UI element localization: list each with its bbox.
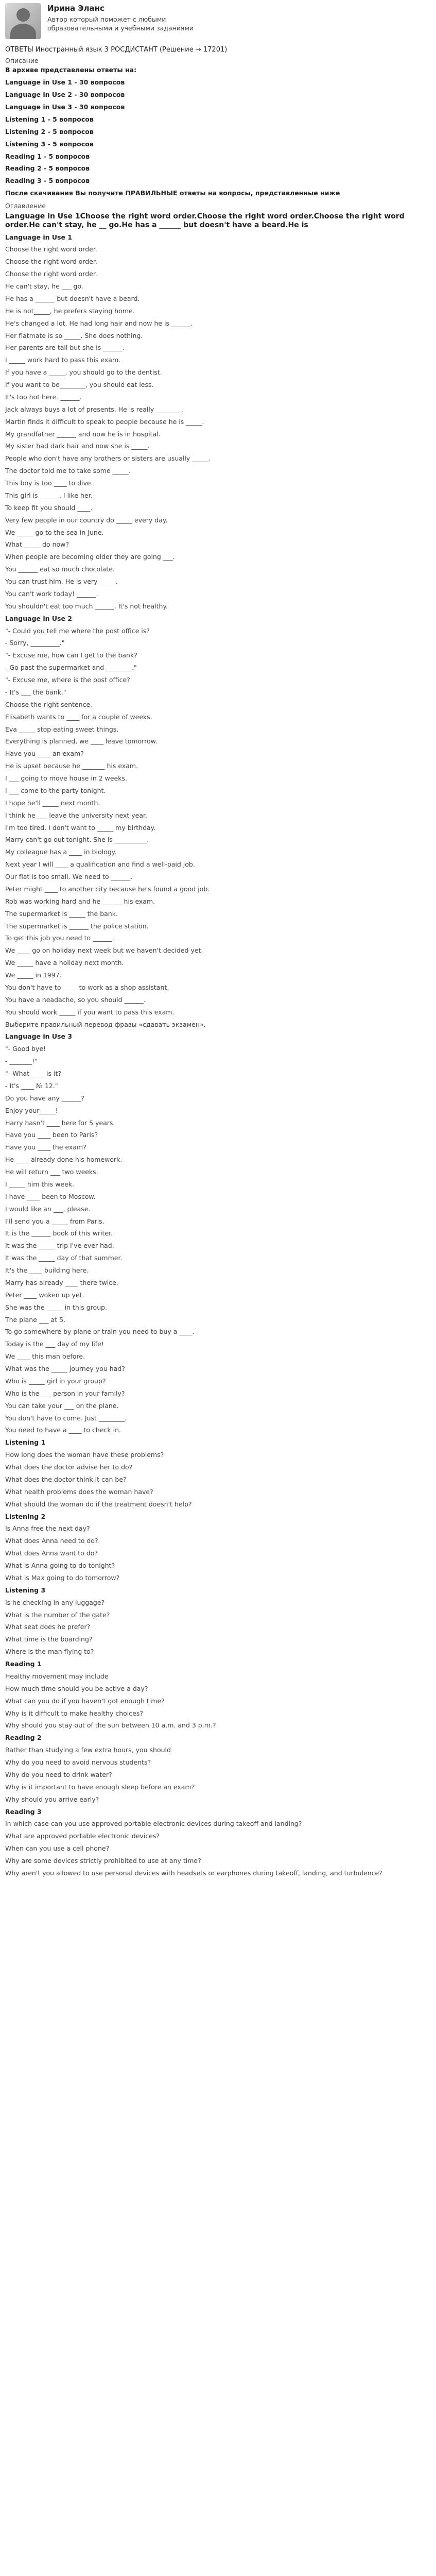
question-line: Who is the ___ person in your family? — [5, 1389, 125, 1397]
question-line: We _____ go to the sea in June. — [5, 528, 104, 536]
question-line: He is upset because he _______ his exam. — [5, 762, 138, 770]
question-line: What health problems does the woman have? — [5, 1487, 153, 1496]
question-line: Jack always buys a lot of presents. He is really ________. — [5, 405, 184, 413]
description-item: Language in Use 1 - 30 вопросов — [5, 78, 125, 87]
question-line: In which case can you use approved portable electronic devices during takeoff and landing? — [5, 1820, 302, 1828]
question-line: Our flat is too small. We need to ______. — [5, 873, 133, 881]
question-line: Why do you need to drink water? — [5, 1770, 112, 1778]
question-line: I ___ going to move house in 2 weeks. — [5, 774, 127, 783]
question-line: Выберите правильный перевод фразы «сдавать экзамен». — [5, 1020, 206, 1028]
question-line: Is he checking in any luggage? — [5, 1598, 105, 1606]
question-line: "- What ____ is it? — [5, 1070, 61, 1078]
question-line: To get this job you need to ______. — [5, 934, 114, 942]
question-line: He has a ______ but doesn't have a beard. — [5, 294, 140, 302]
description-item: Language in Use 2 - 30 вопросов — [5, 91, 125, 99]
question-line: You can take your ___ on the plane. — [5, 1401, 119, 1410]
author-info — [47, 3, 217, 32]
question-line: I _____ him this week. — [5, 1180, 75, 1188]
question-line: Why is it important to have enough sleep before an exam? — [5, 1783, 195, 1791]
question-line: What _____ do now? — [5, 540, 69, 549]
question-line: What are approved portable electronic devices? — [5, 1832, 160, 1840]
question-line: Today is the ___ day of my life! — [5, 1340, 104, 1348]
question-line: What is Max going to do tomorrow? — [5, 1573, 120, 1582]
question-line: We _____ in 1997. — [5, 971, 62, 979]
section-heading: Language in Use 1 — [5, 233, 73, 241]
question-line: To go somewhere by plane or train you need to buy a ____. — [5, 1328, 195, 1336]
question-line: Rob was working hard and he ______ his exam. — [5, 897, 155, 905]
question-line: You can't work today! ______. — [5, 589, 98, 598]
question-line: Why is it difficult to make healthy choices? — [5, 1709, 143, 1717]
question-line: I would like an ___, please. — [5, 1205, 91, 1213]
description-item: Listening 2 - 5 вопросов — [5, 127, 94, 135]
question-line: Next year I will ____ a qualification and find a well-paid job. — [5, 860, 195, 869]
question-line: Choose the right word order. — [5, 258, 97, 266]
section-heading: Reading 3 — [5, 1807, 42, 1816]
question-line: Marry can't go out tonight. She is __________. — [5, 836, 149, 844]
description-list — [5, 66, 431, 185]
question-line: Rather than studying a few extra hours, you should — [5, 1746, 171, 1754]
question-line: When can you use a cell phone? — [5, 1844, 110, 1853]
description-item: Reading 2 - 5 вопросов — [5, 164, 90, 173]
question-line: Marry has already ____ there twice. — [5, 1278, 118, 1286]
author-card — [5, 3, 431, 39]
question-line: We _____ have a holiday next month. — [5, 959, 124, 967]
section-heading: Listening 3 — [5, 1586, 46, 1594]
question-line: You have a headache, so you should ______. — [5, 995, 146, 1004]
question-line: You don't have to_____ to work as a shop assistant. — [5, 983, 169, 991]
download-note: После скачивания Вы получите ПРАВИЛЬНЫЕ ответы на вопросы, представленные ниже — [5, 189, 340, 197]
question-line: The supermarket is ______ the police station. — [5, 922, 149, 930]
question-line: I have ____ been to Moscow. — [5, 1192, 96, 1200]
question-line: What does the doctor think it can be? — [5, 1475, 127, 1483]
question-line: "- Excuse me, how can I get to the bank? — [5, 651, 137, 659]
question-line: He ____ already done his homework. — [5, 1156, 123, 1164]
question-line: Where is the man flying to? — [5, 1648, 94, 1656]
question-line: It's the ____ building here. — [5, 1266, 89, 1275]
question-line: What is the number of the gate? — [5, 1611, 110, 1619]
question-line: We ____ this man before. — [5, 1352, 85, 1361]
question-line: You can trust him. He is very _____. — [5, 578, 118, 586]
question-line: Why should you arrive early? — [5, 1795, 99, 1803]
question-line: He can't stay, he ___ go. — [5, 282, 83, 291]
question-line: You don't have to come. Just ________. — [5, 1414, 127, 1422]
question-line: What can you do if you haven't got enough time? — [5, 1697, 165, 1705]
question-line: I hope he'll _____ next month. — [5, 799, 100, 807]
question-line: Everything is planned, we ____ leave tomorrow. — [5, 737, 158, 745]
question-line: It was the _____ trip I've ever had. — [5, 1242, 114, 1250]
question-line: My grandfather ______ and now he is in hospital. — [5, 430, 161, 438]
question-line: What seat does he prefer? — [5, 1623, 91, 1631]
question-line: "- Could you tell me where the post office is? — [5, 626, 150, 635]
section-heading: Reading 2 — [5, 1734, 42, 1742]
question-line: What is Anna going to do tonight? — [5, 1562, 115, 1570]
question-line: "- Excuse me, where is the post office? — [5, 676, 130, 684]
question-line: How long does the woman have these problems? — [5, 1451, 164, 1459]
question-line: Choose the right word order. — [5, 245, 97, 253]
question-line: Elisabeth wants to ____ for a couple of weeks. — [5, 713, 152, 721]
question-line: The plane ___ at 5. — [5, 1315, 66, 1324]
question-line: I think he ___ leave the university next year. — [5, 811, 147, 819]
question-line: People who don't have any brothers or sisters are usually _____. — [5, 454, 211, 463]
question-line: Have you ____ an exam? — [5, 750, 84, 758]
question-line: Is Anna free the next day? — [5, 1524, 90, 1533]
question-line: My sister had dark hair and now she is _____. — [5, 442, 150, 450]
question-line: Why do you need to avoid nervous students? — [5, 1758, 151, 1767]
question-line: What should the woman do if the treatment doesn't help? — [5, 1500, 192, 1508]
question-line: The doctor told me to take some _____. — [5, 467, 131, 475]
question-line: "- Good bye! — [5, 1045, 46, 1053]
question-line: It was the _____ day of that summer. — [5, 1254, 123, 1262]
author-name[interactable]: Ирина Эланс — [47, 4, 104, 13]
question-line: It's too hot here. ______. — [5, 393, 82, 401]
author-description: Автор который поможет с любыми образовательными и учебными заданиями — [47, 15, 194, 32]
question-line: - Go past the supermarket and ________." — [5, 664, 137, 672]
question-line: - It's ____ № 12." — [5, 1081, 58, 1090]
question-line: Eva _____ stop eating sweet things. — [5, 725, 119, 733]
question-line: What does Anna need to do? — [5, 1537, 98, 1545]
question-line: Who is _____ girl in your group? — [5, 1377, 106, 1385]
question-line: She was the _____ in this group. — [5, 1303, 108, 1311]
question-line: This girl is ______. I like her. — [5, 491, 93, 499]
question-line: - _______!" — [5, 1057, 38, 1065]
description-item: Listening 3 - 5 вопросов — [5, 140, 94, 148]
question-line: Harry hasn't ____ here for 5 years. — [5, 1118, 115, 1127]
toc-label: Оглавление — [5, 202, 46, 210]
section-heading: Listening 1 — [5, 1438, 46, 1447]
question-line: - Sorry, _________." — [5, 639, 65, 647]
question-line: Choose the right sentence. — [5, 700, 93, 708]
question-line: To keep fit you should ____. — [5, 503, 93, 512]
question-line: Her flatmate is so _____. She does nothing. — [5, 331, 143, 340]
question-line: What time is the boarding? — [5, 1635, 93, 1643]
author-avatar[interactable] — [5, 3, 41, 39]
document-title: ОТВЕТЫ Иностранный язык 3 РОСДИСТАНТ (Решение → 17201) — [5, 46, 228, 54]
question-line: Peter ____ woken up yet. — [5, 1291, 84, 1299]
description-item: Language in Use 3 - 30 вопросов — [5, 103, 125, 111]
question-line: He's changed a lot. He had long hair and now he is ______. — [5, 319, 193, 327]
question-line: When people are becoming older they are going ___. — [5, 553, 175, 561]
description-item: Reading 3 - 5 вопросов — [5, 177, 90, 185]
question-line: Why aren't you allowed to use personal devices with headsets or earphones during takeoff, landing, and turbulence? — [5, 1869, 382, 1877]
toc-heading: Language in Use 1Choose the right word order.Choose the right word order.Choose the right word order.He can't stay, he __ go.He has a ______ but doesn't have a beard.He is — [5, 212, 405, 229]
question-line: I _____ work hard to pass this exam. — [5, 356, 121, 364]
question-line: I ___ come to the party tonight. — [5, 786, 106, 794]
section-heading: Listening 2 — [5, 1512, 46, 1520]
question-line: This boy is too ____ to dive. — [5, 479, 93, 487]
question-line: Very few people in our country do _____ every day. — [5, 516, 168, 524]
question-line: You shouldn't eat too much ______. It's not healthy. — [5, 602, 168, 610]
description-label: Описание — [5, 56, 39, 64]
question-line: What does the doctor advise her to do? — [5, 1463, 133, 1471]
question-line: Healthy movement may include — [5, 1672, 109, 1680]
question-line: He will return ___ two weeks. — [5, 1168, 98, 1176]
question-line: Peter might ____ to another city because he's found a good job. — [5, 885, 210, 893]
question-line: You should work _____ if you want to pass this exam. — [5, 1008, 175, 1016]
question-line: If you want to be________, you should eat less. — [5, 381, 154, 389]
question-line: Do you have any ______? — [5, 1094, 84, 1102]
question-line: Why are some devices strictly prohibited to use at any time? — [5, 1857, 201, 1865]
description-item: В архиве представлены ответы на: — [5, 66, 137, 74]
section-heading: Language in Use 3 — [5, 1032, 73, 1041]
question-line: Choose the right word order. — [5, 270, 97, 278]
description-item: Listening 1 - 5 вопросов — [5, 115, 94, 123]
question-line: I'll send you a _____ from Paris. — [5, 1217, 104, 1225]
question-line: The supermarket is _____ the bank. — [5, 909, 118, 918]
question-line: We ____ go on holiday next week but we haven't decided yet. — [5, 946, 203, 955]
question-line: He is not_____, he prefers staying home. — [5, 307, 135, 315]
question-line: I'm too tired. I don't want to _____ my birthday. — [5, 823, 156, 832]
question-line: It is the ______ book of this writer. — [5, 1229, 113, 1238]
question-line: You need to have a ____ to check in. — [5, 1426, 121, 1434]
question-line: - It's ___ the bank." — [5, 688, 66, 696]
question-line: Martin finds it difficult to speak to people because he is _____. — [5, 417, 204, 426]
question-line: Have you ____ been to Paris? — [5, 1131, 98, 1139]
question-line: Why should you stay out of the sun between 10 a.m. and 3 p.m.? — [5, 1721, 216, 1730]
questions-list — [5, 233, 431, 1878]
question-line: If you have a _____, you should go to the dentist. — [5, 368, 162, 377]
question-line: Have you ____ the exam? — [5, 1143, 86, 1151]
question-line: How much time should you be active a day? — [5, 1684, 148, 1692]
question-line: What does Anna want to do? — [5, 1549, 98, 1557]
section-heading: Language in Use 2 — [5, 614, 73, 622]
question-line: What was the _____ journey you had? — [5, 1365, 125, 1373]
question-line: Her parents are tall but she is ______. — [5, 344, 125, 352]
description-item: Reading 1 - 5 вопросов — [5, 152, 90, 160]
question-line: My colleague has a ____ in biology. — [5, 848, 117, 856]
question-line: You ______ eat so much chocolate. — [5, 565, 115, 573]
section-heading: Reading 1 — [5, 1660, 42, 1668]
question-line: Enjoy your_____! — [5, 1106, 58, 1114]
